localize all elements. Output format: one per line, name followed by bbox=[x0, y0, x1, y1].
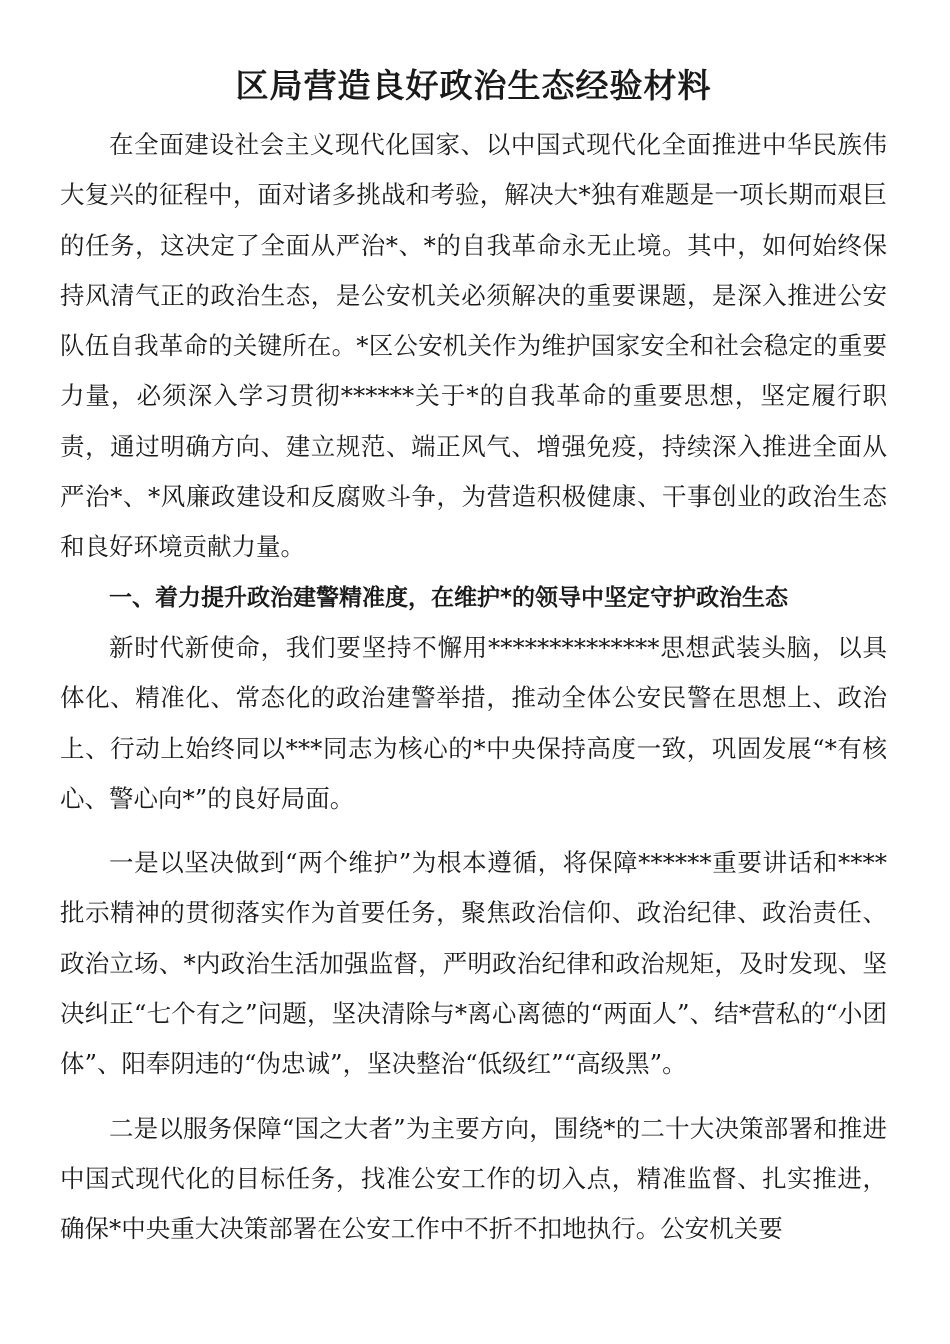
point-2-paragraph: 二是以服务保障“国之大者”为主要方向，围绕*的二十大决策部署和推进中国式现代化的目标任务，找准公安工作的切入点，精准监督、扎实推进，确保*中央重大决策部署在公安工作中不折不扣地执行。公安机关要 bbox=[60, 1113, 887, 1244]
intro-paragraph: 在全面建设社会主义现代化国家、以中国式现代化全面推进中华民族伟大复兴的征程中，面对诸多挑战和考验，解决大*独有难题是一项长期而艰巨的任务，这决定了全面从严治*、*的自我革命永无止境。其中，如何始终保持风清气正的政治生态，是公安机关必须解决的重要课题，是深入推进公安队伍自我革命的关键所在。*区公安机关作为维护国家安全和社会稳定的重要力量，必须深入学习贯彻******关于*的自我革命的重要思想，坚定履行职责，通过明确方向、建立规范、端正风气、增强免疫，持续深入推进全面从严治*、*风廉政建设和反腐败斗争，为营造积极健康、干事创业的政治生态和良好环境贡献力量。 bbox=[60, 130, 887, 562]
point-1-paragraph: 一是以坚决做到“两个维护”为根本遵循，将保障******重要讲话和****批示精神的贯彻落实作为首要任务，聚焦政治信仰、政治纪律、政治责任、政治立场、*内政治生活加强监督，严明政治纪律和政治规矩，及时发现、坚决纠正“七个有之”问题，坚决清除与*离心离德的“两面人”、结*营私的“小团体”、阳奉阴违的“伪忠诚”，坚决整治“低级红”“高级黑”。 bbox=[60, 848, 887, 1079]
section-1-intro-paragraph: 新时代新使命，我们要坚持不懈用**************思想武装头脑，以具体化、精准化、常态化的政治建警举措，推动全体公安民警在思想上、政治上、行动上始终同以***同志为核心的*中央保持高度一致，巩固发展“*有核心、警心向*”的良好局面。 bbox=[60, 632, 887, 813]
paragraph-spacer bbox=[60, 824, 887, 838]
document-title: 区局营造良好政治生态经验材料 bbox=[235, 66, 712, 105]
section-heading-1: 一、着力提升政治建警精准度，在维护*的领导中坚定守护政治生态 bbox=[109, 584, 789, 611]
paragraph-spacer bbox=[60, 1090, 887, 1104]
